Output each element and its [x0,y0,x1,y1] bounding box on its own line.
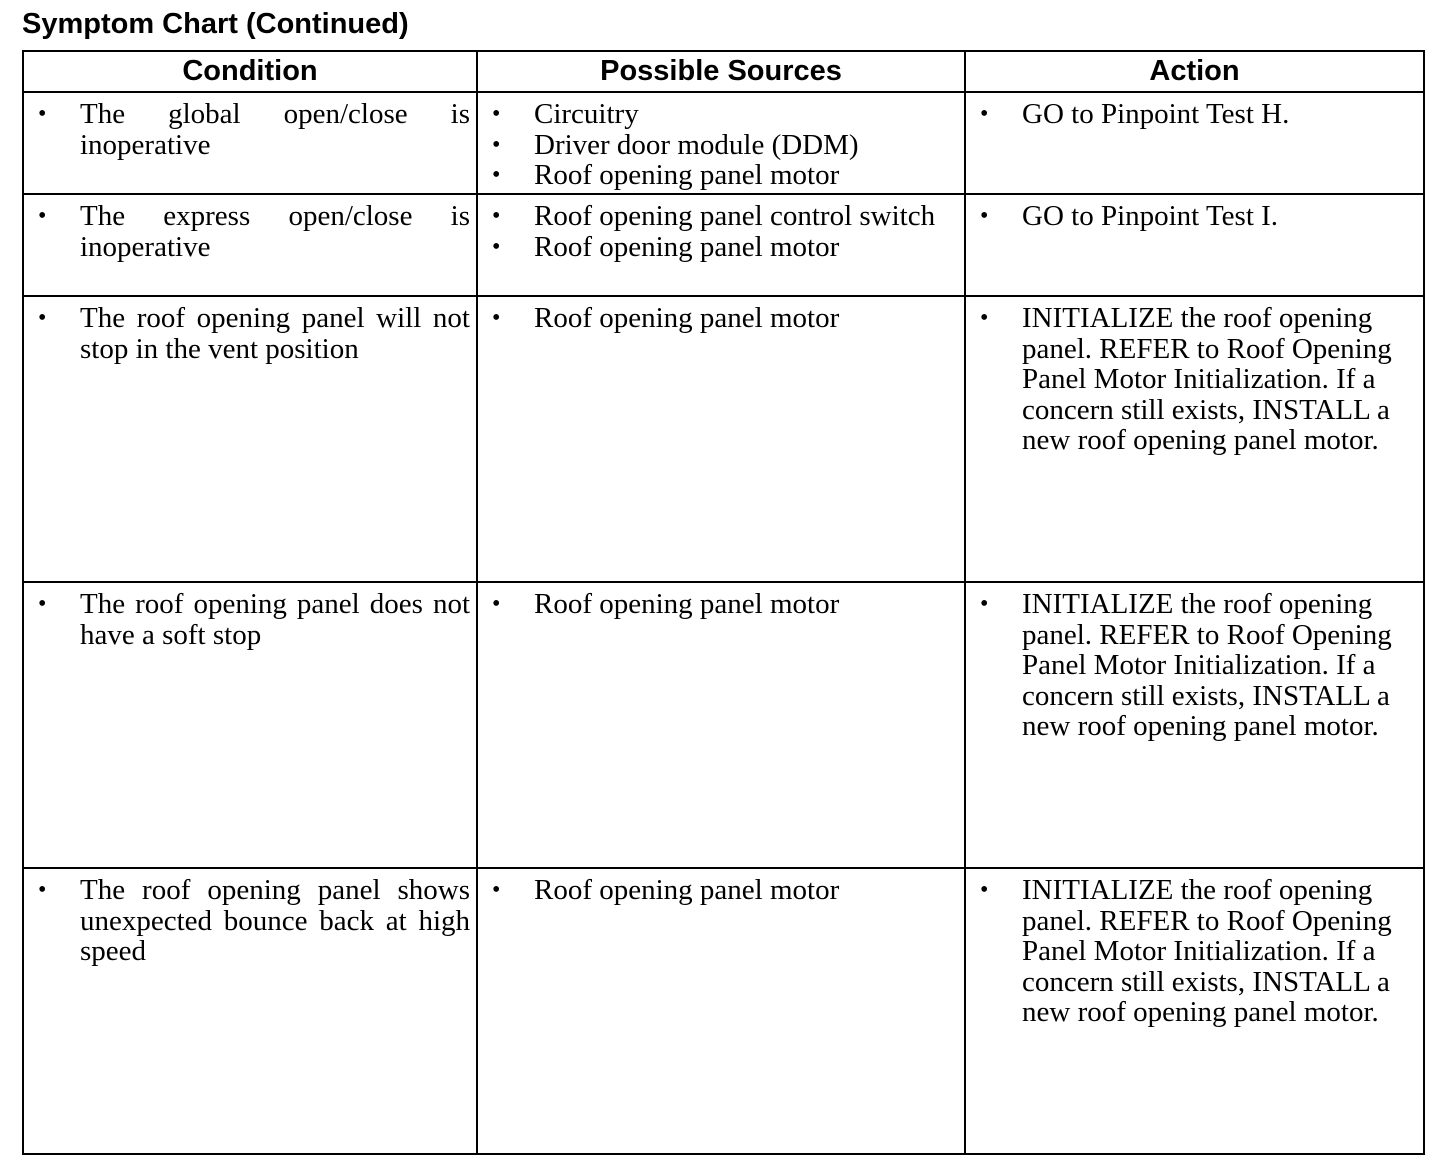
bullet-icon: • [38,877,47,903]
list-item [966,589,1417,742]
bullet-icon: • [492,162,501,188]
possible-sources-cell [477,868,965,1154]
list-item [24,875,470,967]
bullet-icon: • [492,877,501,903]
bullet-icon: • [492,101,501,127]
bullet-icon: • [980,101,989,127]
bullet-icon: • [492,131,501,158]
list-item [478,232,958,263]
bullet-icon: • [38,203,47,229]
action-text: INITIALIZE the roof opening panel. REFER to Roof Opening Panel Motor Initialization. If a concern still exists, INSTALL a new roof opening panel motor. [1022,302,1392,456]
condition-text: The global open/close is inoperative [80,98,470,161]
table-row [23,582,1424,868]
column-header-possible-sources: Possible Sources [477,51,965,92]
bullet-icon: • [492,203,501,229]
page-title: Symptom Chart (Continued) [22,8,409,40]
action-text: GO to Pinpoint Test H. [1022,98,1290,130]
table-row [23,194,1424,296]
list-item [478,589,958,620]
source-text: Circuitry [534,98,639,130]
source-text: Roof opening panel motor [534,874,840,906]
list-item [966,875,1417,1028]
bullet-icon: • [980,877,989,903]
list-item [24,99,470,160]
list-item [966,99,1417,130]
list-item [478,303,958,334]
condition-cell [23,582,477,868]
list-item [478,160,958,191]
source-text: Roof opening panel motor [534,230,840,263]
condition-text: The roof opening panel will not stop in the vent position [80,302,470,365]
source-text: Roof opening panel control switch [534,200,936,232]
condition-cell [23,92,477,194]
possible-sources-cell [477,194,965,296]
action-text: INITIALIZE the roof opening panel. REFER to Roof Opening Panel Motor Initialization. If a concern still exists, INSTALL a new roof opening panel motor. [1022,588,1392,742]
table-row [23,92,1424,194]
bullet-icon: • [980,305,989,331]
action-cell [965,296,1424,582]
possible-sources-cell [477,582,965,868]
action-cell [965,868,1424,1154]
table-row [23,868,1424,1154]
source-text: Roof opening panel motor [534,588,840,620]
bullet-icon: • [492,233,501,260]
condition-text: The roof opening panel shows unexpected bounce back at high speed [80,874,470,967]
list-item [966,201,1417,232]
action-text: INITIALIZE the roof opening panel. REFER to Roof Opening Panel Motor Initialization. If a concern still exists, INSTALL a new roof opening panel motor. [1022,874,1392,1028]
symptom-chart-table [22,50,1425,1155]
list-item [966,303,1417,456]
action-text: GO to Pinpoint Test I. [1022,200,1279,232]
list-item [478,875,958,906]
list-item [478,130,958,161]
source-text: Roof opening panel motor [534,159,840,191]
bullet-icon: • [38,101,47,127]
column-header-condition: Condition [23,51,477,92]
bullet-icon: • [38,305,47,331]
action-cell [965,92,1424,194]
list-item [24,589,470,650]
action-cell [965,582,1424,868]
bullet-icon: • [492,305,501,331]
possible-sources-cell [477,296,965,582]
action-cell [965,194,1424,296]
possible-sources-cell [477,92,965,194]
bullet-icon: • [492,591,501,617]
condition-cell [23,194,477,296]
column-header-action: Action [965,51,1424,92]
source-text: Driver door module (DDM) [534,128,859,161]
bullet-icon: • [980,203,989,229]
bullet-icon: • [980,591,989,617]
condition-cell [23,296,477,582]
list-item [478,201,958,232]
table-header-row [23,51,1424,92]
list-item [24,201,470,262]
bullet-icon: • [38,591,47,617]
list-item [478,99,958,130]
condition-text: The roof opening panel does not have a soft stop [80,588,470,651]
condition-text: The express open/close is inoperative [80,200,470,263]
source-text: Roof opening panel motor [534,302,840,334]
list-item [24,303,470,364]
table-row [23,296,1424,582]
condition-cell [23,868,477,1154]
